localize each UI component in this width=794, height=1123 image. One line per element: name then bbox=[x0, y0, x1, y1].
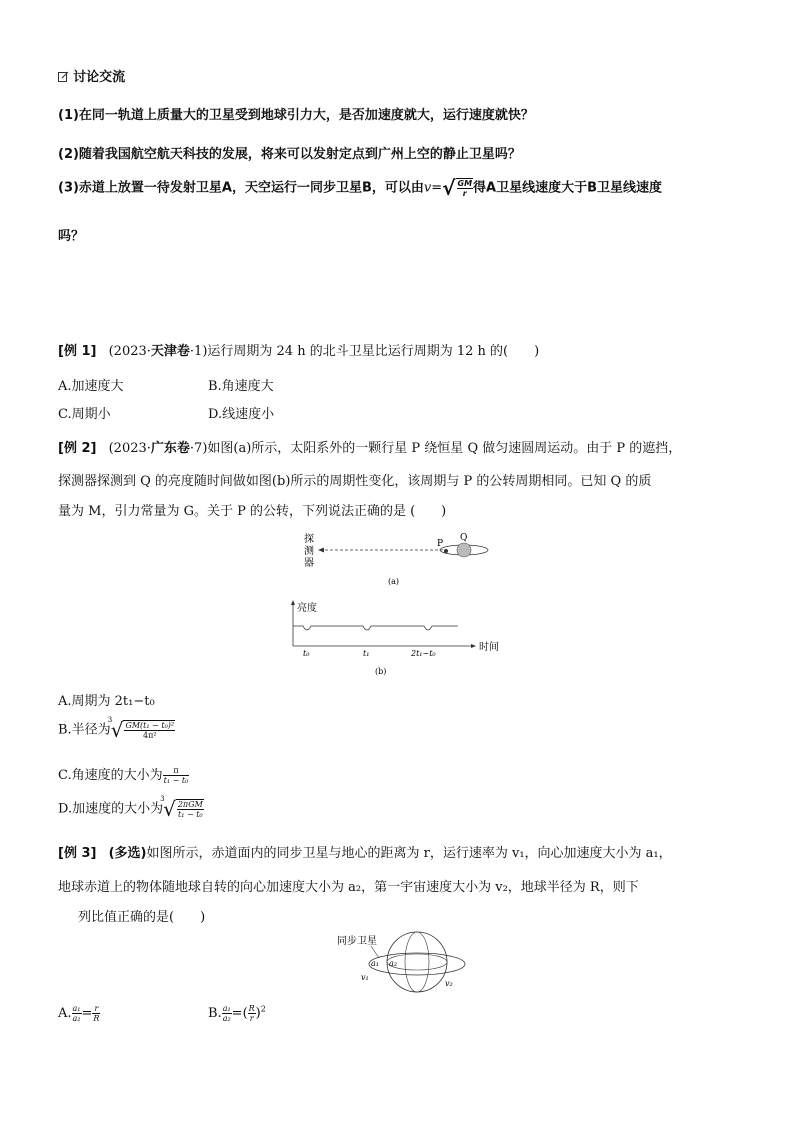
ex2-figure-b bbox=[283, 598, 508, 678]
ex2-option-c[interactable]: C.角速度的大小为 $\frac{\pi}{\text{t₁ − t₀}}$ bbox=[58, 766, 189, 785]
q3-root: √ $\frac{GM}{r}$ bbox=[442, 176, 473, 200]
q3-v: v bbox=[423, 180, 432, 196]
ex3-figure bbox=[335, 928, 475, 996]
ex3-line2: 地球赤道上的物体随地球自转的向心加速度大小为 a₂，第一宇宙速度大小为 v₂，地球半径为 R，则下 bbox=[58, 880, 639, 895]
label-a1: a₁ bbox=[371, 959, 379, 968]
sync-sat-label: 同步卫星 bbox=[337, 936, 377, 947]
ylabel: 亮度 bbox=[297, 603, 317, 614]
discussion-q3-line2: 吗？ bbox=[58, 229, 85, 244]
planet-p bbox=[444, 549, 448, 553]
ex2-line2: 探测器探测到 Q 的亮度随时间做如图(b)所示的周期性变化，该周期与 P 的公转周期相同。已知 Q 的质 bbox=[58, 474, 652, 489]
ex1-tag: [例 1] bbox=[58, 344, 97, 359]
tick-t1: t₁ bbox=[363, 649, 370, 658]
ex2-tag: [例 2] bbox=[58, 441, 97, 456]
label-q: Q bbox=[460, 533, 468, 543]
ex3-multi: (多选) bbox=[108, 846, 147, 861]
label-v2: v₂ bbox=[445, 979, 453, 988]
detector-label-3: 器 bbox=[304, 558, 314, 569]
caption-a: (a) bbox=[388, 577, 400, 586]
tick-t2: 2t₁−t₀ bbox=[411, 649, 436, 658]
ex2-source: 广东卷 bbox=[150, 441, 190, 456]
ex2-line3: 量为 M，引力常量为 G。关于 P 的公转，下列说法正确的是 ( ) bbox=[58, 504, 447, 519]
ex2-figure-a bbox=[300, 528, 510, 588]
meridian bbox=[405, 932, 429, 992]
ex1-stem-line: [例 1] (2023·天津卷·1)运行周期为 24 h 的北斗卫星比运行周期为 12 h 的( ) bbox=[58, 344, 540, 359]
xlabel: 时间 bbox=[479, 642, 499, 653]
ex2-line1: [例 2] (2023·广东卷·7)如图(a)所示，太阳系外的一颗行星 P 绕恒星 Q 做匀速圆周运动。由于 P 的遮挡， bbox=[58, 441, 682, 456]
label-p: P bbox=[437, 539, 444, 549]
caption-b: (b) bbox=[375, 667, 387, 676]
ex3-tag: [例 3] bbox=[58, 846, 97, 861]
q3-suffix: 得A卫星线速度大于B卫星线速度 bbox=[473, 180, 663, 196]
q3-prefix: (3)赤道上放置一待发射卫星A，天空运行一同步卫星B，可以由 bbox=[58, 180, 424, 196]
discussion-heading bbox=[58, 66, 125, 85]
detector-label-1: 探 bbox=[304, 534, 314, 545]
ex3-line1: [例 3] (多选)如图所示，赤道面内的同步卫星与地心的距离为 r，运行速率为 v₁，向心加速度大小为 a₁， bbox=[58, 846, 672, 861]
ex1-option-a[interactable]: A.加速度大 bbox=[58, 379, 124, 394]
ex1-source: 天津卷 bbox=[150, 344, 190, 359]
discussion-q2: (2)随着我国航空航天科技的发展，将来可以发射定点到广州上空的静止卫星吗？ bbox=[58, 147, 521, 162]
ex1-stem: 运行周期为 24 h 的北斗卫星比运行周期为 12 h 的( ) bbox=[207, 344, 540, 359]
ex2-option-a[interactable]: A.周期为 2t₁−t₀ bbox=[58, 694, 155, 709]
detector-label-2: 测 bbox=[304, 546, 314, 557]
ex1-option-d[interactable]: D.线速度小 bbox=[208, 407, 275, 422]
tick-t0: t₀ bbox=[303, 649, 310, 658]
ex1-option-c[interactable]: C.周期小 bbox=[58, 407, 111, 422]
ex1-option-b[interactable]: B.角速度大 bbox=[208, 379, 274, 394]
label-v1: v₁ bbox=[361, 973, 369, 982]
ex3-option-b[interactable]: B. $\frac{\text{a₁}}{\text{a₂}}$ =( $\frac{R}{r}$ )$^2$ bbox=[208, 1004, 266, 1023]
edit-icon bbox=[58, 70, 73, 85]
label-a2: a₂ bbox=[389, 959, 397, 968]
ex2-option-d[interactable]: D.加速度的大小为 3 √ $\frac{\text{2πGM}}{\text{t₁ − t₀}}$ bbox=[58, 795, 203, 821]
star-q bbox=[457, 543, 471, 557]
discussion-q3: (3)赤道上放置一待发射卫星A，天空运行一同步卫星B，可以由v=√ $\frac{GM}{r}$ 得A卫星线速度大于B卫星线速度 bbox=[58, 176, 663, 200]
ex3-option-a[interactable]: A. $\frac{\text{a₁}}{\text{a₂}}$ = $\frac{r}{R}$ bbox=[58, 1004, 100, 1023]
brightness-curve bbox=[293, 626, 458, 630]
arrow-head bbox=[318, 548, 324, 553]
sync-orbit bbox=[369, 953, 465, 975]
ex3-line3: 列比值正确的是( ) bbox=[78, 910, 206, 925]
discussion-q1: (1)在同一轨道上质量大的卫星受到地球引力大，是否加速度就大，运行速度就快？ bbox=[58, 108, 534, 123]
discussion-title: 讨论交流 bbox=[73, 70, 126, 85]
ex2-option-b[interactable]: B.半径为 3 √ $\frac{\text{GM(t₁ − t₀)²}}{\text{4π²}}$ bbox=[58, 716, 175, 742]
